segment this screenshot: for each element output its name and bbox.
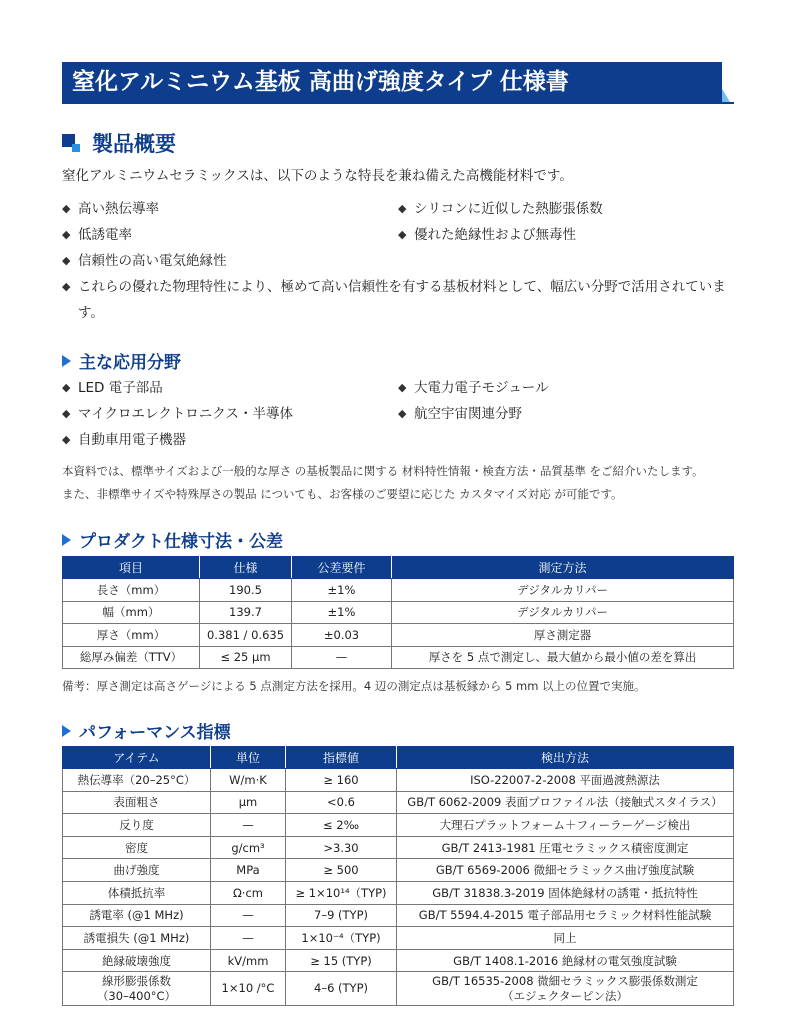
table-cell: 139.7 [200, 601, 292, 624]
table-cell: ≥ 160 [286, 769, 397, 792]
column-header: 測定方法 [392, 557, 734, 579]
table-cell: <0.6 [286, 791, 397, 814]
table-header-row [63, 747, 734, 769]
list-item: ◆ 低誘電率 [62, 222, 398, 248]
table-cell: 密度 [63, 836, 211, 859]
cell-line: 線形膨張係数 [102, 973, 171, 988]
table-cell: 厚さを 5 点で測定し、最大値から最小値の差を算出 [392, 646, 734, 669]
table-cell: 同上 [397, 927, 734, 950]
overview-intro: 窒化アルミニウムセラミックスは、以下のような特長を兼ね備えた高機能材料です。 [62, 168, 573, 184]
cell-line: （エジェクターピン法） [501, 988, 629, 1003]
overview-heading: 製品概要 [92, 132, 176, 156]
table-cell: ≥ 15 (TYP) [286, 949, 397, 972]
table-row [63, 949, 734, 972]
table-cell: ±1% [292, 579, 392, 602]
diamond-bullet-icon: ◆ [398, 407, 407, 420]
table-row [63, 904, 734, 927]
page-title: 窒化アルミニウム基板 高曲げ強度タイプ 仕様書 [62, 62, 722, 102]
overview-heading-block [62, 128, 176, 158]
table-row [63, 646, 734, 669]
cell-line: （30–400°C） [96, 988, 177, 1003]
table-cell [63, 972, 211, 1006]
table-cell: デジタルカリパー [392, 601, 734, 624]
table-header-row [63, 557, 734, 579]
table-cell: GB/T 1408.1-2016 絶縁材の電気強度試験 [397, 949, 734, 972]
triangle-icon [62, 725, 71, 737]
title-underline [62, 102, 734, 104]
table-row [63, 927, 734, 950]
list-item: ◆ 高い熱伝導率 [62, 196, 398, 222]
table-cell: μm [211, 791, 286, 814]
list-item: ◆ 大電力電子モジュール [398, 375, 734, 401]
table-cell: Ω·cm [211, 881, 286, 904]
table-cell: 絶縁破壊強度 [63, 949, 211, 972]
column-header: 単位 [211, 747, 286, 769]
table-cell: GB/T 31838.3-2019 固体絶縁材の誘電・抵抗特性 [397, 881, 734, 904]
table-row [63, 859, 734, 882]
table-cell: ±1% [292, 601, 392, 624]
diamond-bullet-icon: ◆ [62, 254, 71, 267]
table-cell: ≥ 500 [286, 859, 397, 882]
list-item: ◆ マイクロエレクトロニクス・半導体 [62, 401, 398, 427]
table-cell: 1×10 /°C [211, 972, 286, 1006]
diamond-bullet-icon: ◆ [398, 202, 407, 215]
table-row [63, 624, 734, 647]
table-cell: GB/T 2413-1981 圧電セラミックス積密度測定 [397, 836, 734, 859]
table-cell: 体積抵抗率 [63, 881, 211, 904]
table-cell: — [211, 927, 286, 950]
diamond-bullet-icon: ◆ [398, 228, 407, 241]
table-row [63, 791, 734, 814]
table-cell: MPa [211, 859, 286, 882]
list-item: ◆ これらの優れた物理特性により、極めて高い信頼性を有する基板材料として、幅広い分野で活用されています。 [62, 274, 734, 326]
table-cell: ISO-22007-2-2008 平面過渡熱源法 [397, 769, 734, 792]
table-cell: ≥ 1×10¹⁴（TYP) [286, 881, 397, 904]
dimensions-heading-block [62, 527, 283, 552]
list-item: ◆ 信頼性の高い電気絶縁性 [62, 248, 400, 274]
table-cell: 熱伝導率（20–25°C） [63, 769, 211, 792]
table-row [63, 769, 734, 792]
table-row [63, 601, 734, 624]
table-cell: 厚さ（mm） [63, 624, 200, 647]
table-cell: — [292, 646, 392, 669]
square-icon [62, 134, 80, 152]
table-cell: 厚さ測定器 [392, 624, 734, 647]
note-line-2: また、非標準サイズや特殊厚さの製品 についても、お客様のご要望に応じた カスタマイズ対応 が可能です。 [62, 487, 623, 501]
table-cell: g/cm³ [211, 836, 286, 859]
table-cell: — [211, 814, 286, 837]
table-cell: 誘電率 (@1 MHz) [63, 904, 211, 927]
table-cell: 曲げ強度 [63, 859, 211, 882]
performance-heading-block [62, 718, 231, 743]
column-header: 検出方法 [397, 747, 734, 769]
table-cell: デジタルカリパー [392, 579, 734, 602]
diamond-bullet-icon: ◆ [62, 381, 71, 394]
table-row [63, 579, 734, 602]
table-cell: 7–9 (TYP) [286, 904, 397, 927]
table-cell: 長さ（mm） [63, 579, 200, 602]
diamond-bullet-icon: ◆ [398, 381, 407, 394]
list-item: ◆ 航空宇宙関連分野 [398, 401, 734, 427]
table-cell: 総厚み偏差（TTV） [63, 646, 200, 669]
table-cell: GB/T 6569-2006 微細セラミックス曲げ強度試験 [397, 859, 734, 882]
table-cell [397, 972, 734, 1006]
diamond-bullet-icon: ◆ [62, 202, 71, 215]
table-cell: 190.5 [200, 579, 292, 602]
list-item: ◆ 自動車用電子機器 [62, 427, 400, 453]
triangle-icon [62, 355, 71, 367]
table-cell: kV/mm [211, 949, 286, 972]
table-cell: — [211, 904, 286, 927]
table-cell: 大理石プラットフォーム＋フィーラーゲージ検出 [397, 814, 734, 837]
table-cell: >3.30 [286, 836, 397, 859]
dimensions-table [62, 556, 734, 669]
table-cell: 4–6 (TYP) [286, 972, 397, 1006]
dimensions-heading: プロダクト仕様寸法・公差 [79, 532, 283, 552]
performance-table [62, 746, 734, 1006]
diamond-bullet-icon: ◆ [62, 280, 71, 293]
table-cell: ≤ 25 μm [200, 646, 292, 669]
table-cell: ≤ 2‰ [286, 814, 397, 837]
column-header: 公差要件 [292, 557, 392, 579]
list-item: ◆ シリコンに近似した熱膨張係数 [398, 196, 734, 222]
column-header: 仕様 [200, 557, 292, 579]
table-row [63, 881, 734, 904]
table-cell: 幅（mm） [63, 601, 200, 624]
table-cell: 表面粗さ [63, 791, 211, 814]
table-cell: 0.381 / 0.635 [200, 624, 292, 647]
diamond-bullet-icon: ◆ [62, 407, 71, 420]
diamond-bullet-icon: ◆ [62, 433, 71, 446]
table-cell: GB/T 5594.4-2015 電子部品用セラミック材料性能試験 [397, 904, 734, 927]
table-row [63, 836, 734, 859]
applications-heading: 主な応用分野 [79, 353, 181, 373]
diamond-bullet-icon: ◆ [62, 228, 71, 241]
list-item: ◆ 優れた絶縁性および無毒性 [398, 222, 734, 248]
column-header: 指標値 [286, 747, 397, 769]
dimensions-remark: 備考：厚さ測定は高さゲージによる 5 点測定方法を採用。4 辺の測定点は基板縁から 5 mm 以上の位置で実施。 [62, 679, 646, 693]
table-row [63, 814, 734, 837]
table-cell: ±0.03 [292, 624, 392, 647]
table-cell: 反り度 [63, 814, 211, 837]
list-item: ◆ LED 電子部品 [62, 375, 398, 401]
column-header: 項目 [63, 557, 200, 579]
table-cell: 1×10⁻⁴（TYP) [286, 927, 397, 950]
applications-heading-block [62, 348, 181, 373]
table-cell: GB/T 6062-2009 表面プロファイル法（接触式スタイラス） [397, 791, 734, 814]
table-cell: 誘電損失 (@1 MHz) [63, 927, 211, 950]
feature-list [62, 196, 734, 326]
cell-line: GB/T 16535-2008 微細セラミックス膨張係数測定 [432, 973, 698, 988]
table-cell: W/m·K [211, 769, 286, 792]
performance-heading: パフォーマンス指標 [79, 723, 231, 743]
table-row [63, 972, 734, 1006]
note-line-1: 本資料では、標準サイズおよび一般的な厚さ の基板製品に関する 材料特性情報・検査方法・品質基準 をご紹介いたします。 [62, 464, 704, 478]
triangle-icon [62, 534, 71, 546]
column-header: アイテム [63, 747, 211, 769]
application-list [62, 375, 734, 453]
